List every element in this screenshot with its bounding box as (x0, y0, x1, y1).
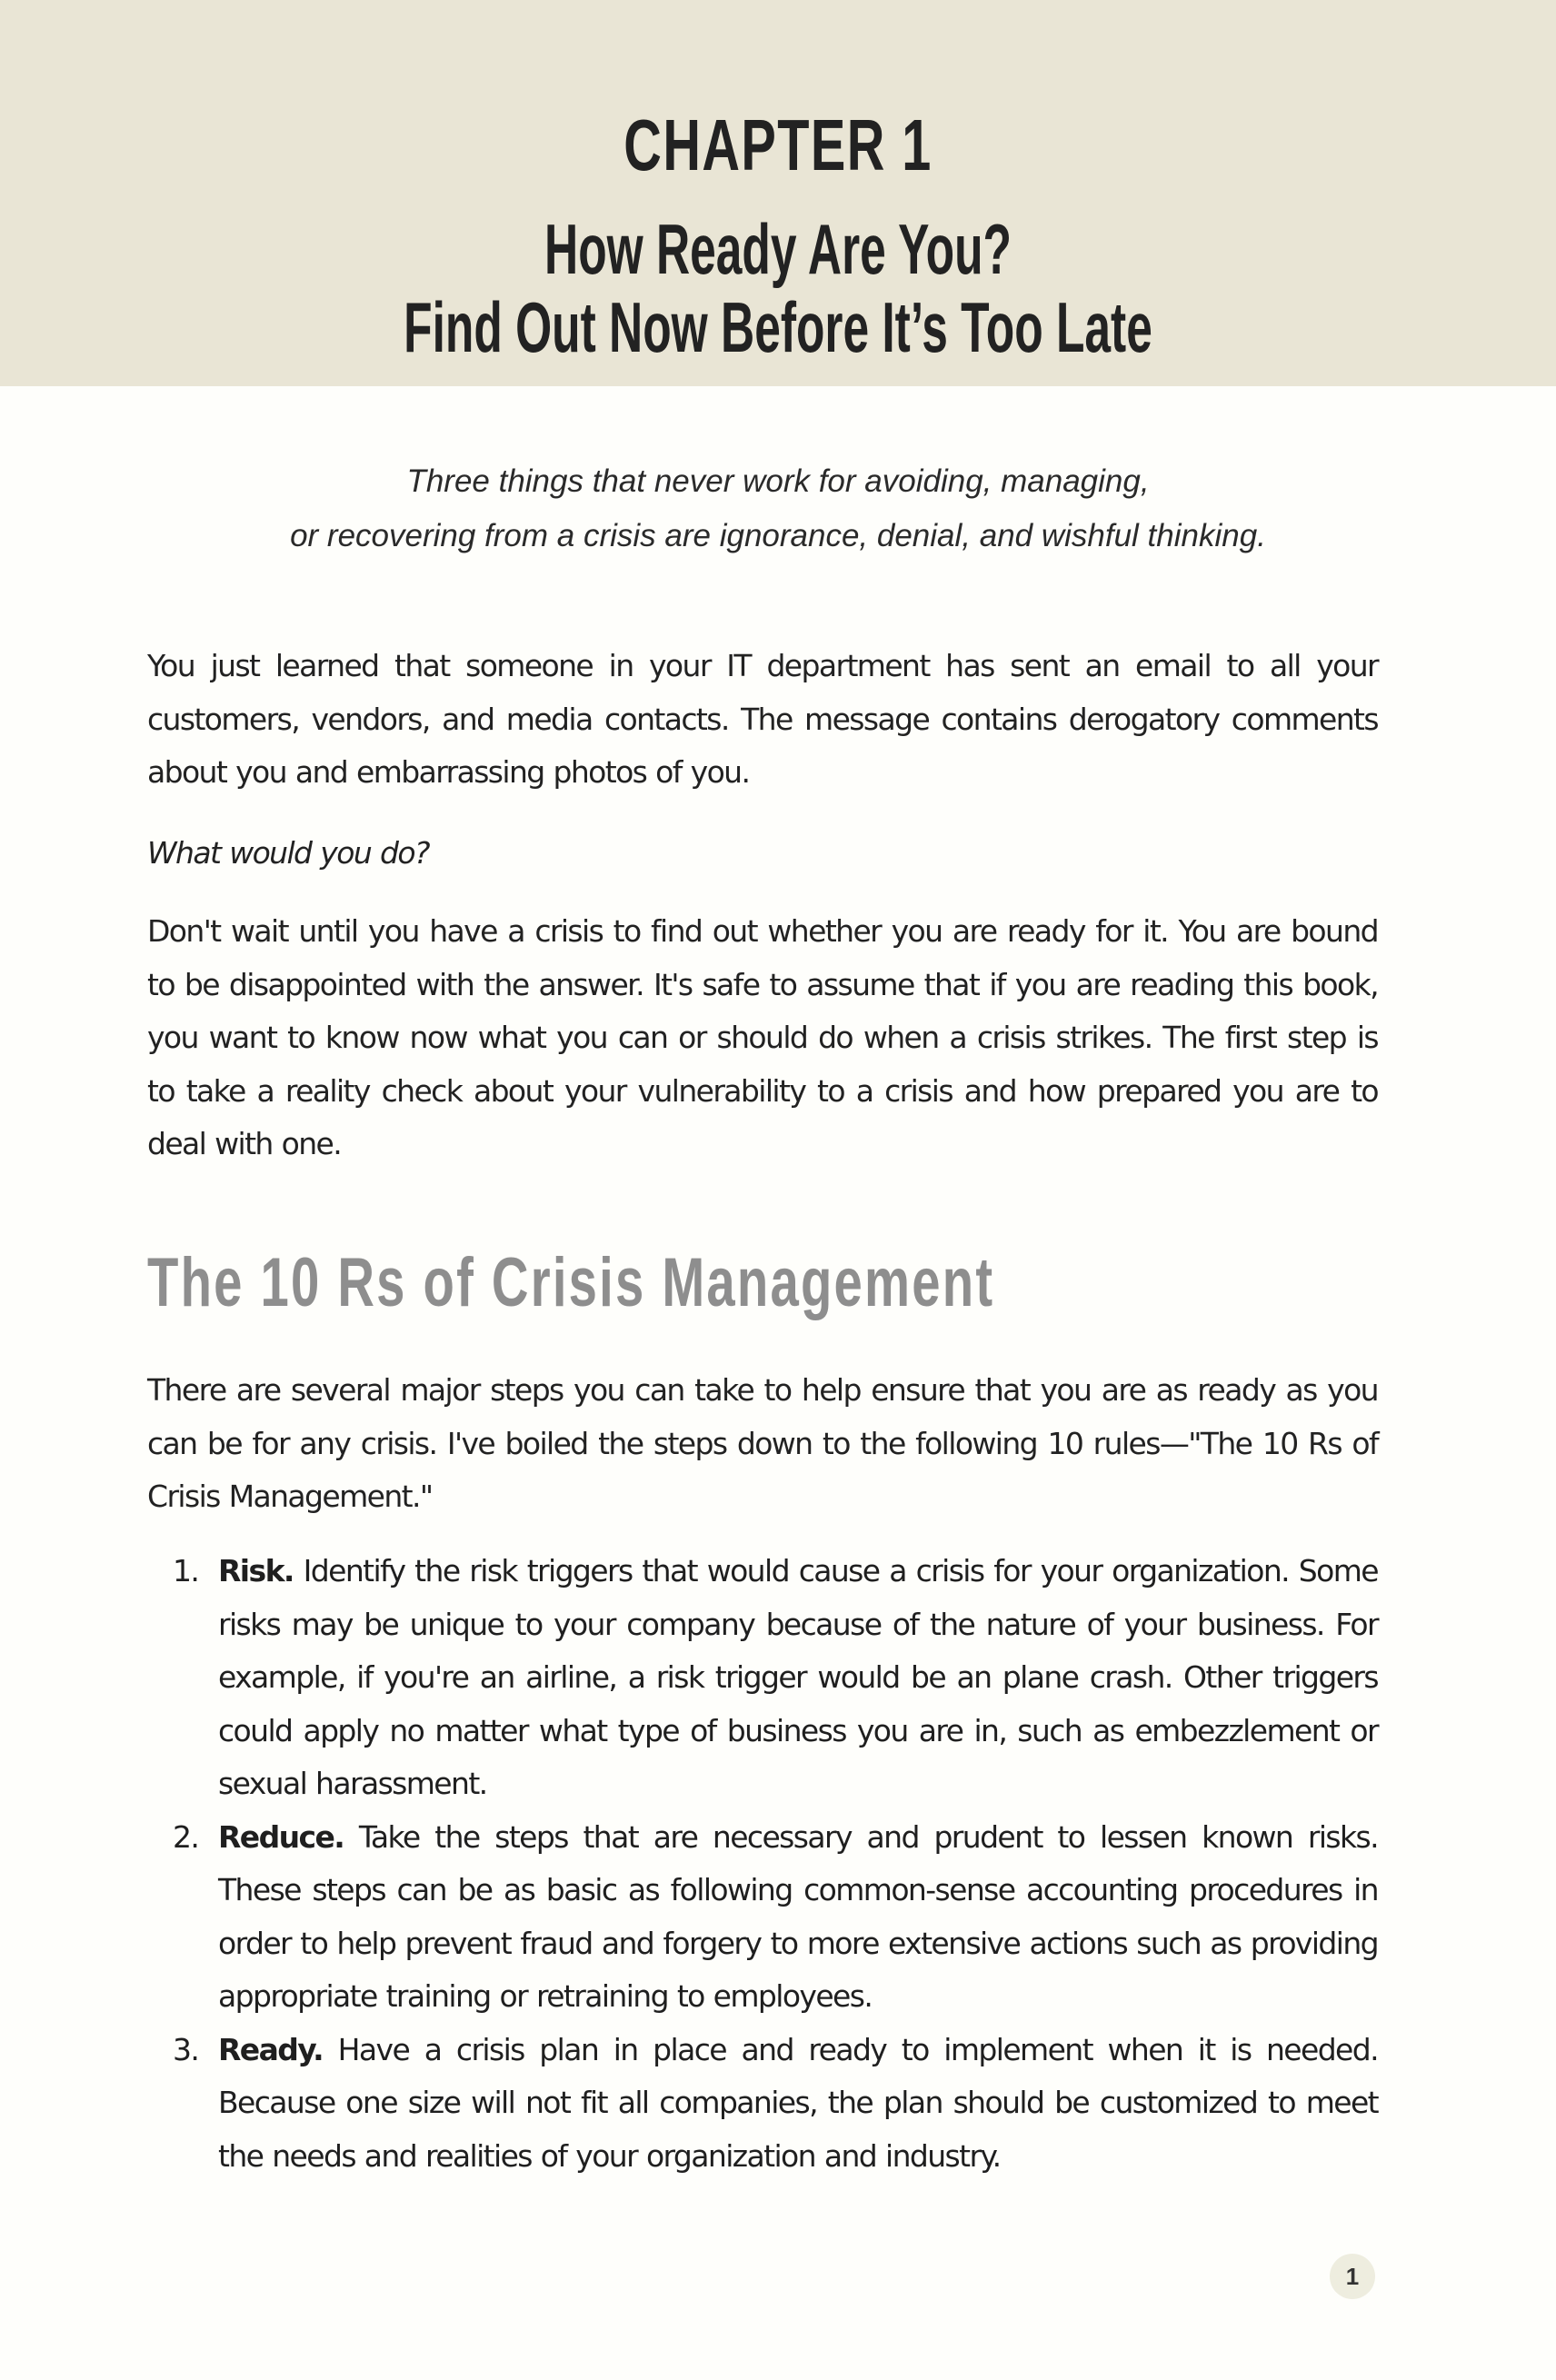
epigraph (0, 454, 1556, 563)
chapter-label: CHAPTER 1 (623, 105, 933, 185)
list-item-term: Risk. (218, 1553, 294, 1588)
epigraph-line-1: Three things that never work for avoiding, managing, (406, 463, 1150, 499)
page-number: 1 (1330, 2254, 1375, 2299)
list-item-text: Identify the risk triggers that would cause a crisis for your organization. Some risks may be unique to your company because of the nature of your business. For example, if you're an airline, a risk trigger would be an plane crash. Other triggers could apply no matter what type of business you are in, such as embezzlement or sexual harassment. (218, 1553, 1378, 1801)
reality-check-paragraph: Don't wait until you have a crisis to find out whether you are ready for it. You are bound to be disappointed with the answer. It's safe to assume that if you are reading this book, you want to know now what you can or should do when a crisis strikes. The first step is to take a reality check about your vulnerability to a crisis and how prepared you are to deal with one. (147, 913, 1378, 1161)
list-item-number: 3. (173, 2031, 199, 2067)
list-item-text: Take the steps that are necessary and prudent to lessen known risks. These steps can be as basic as following common-sense accounting procedures in order to help prevent fraud and forgery to more extensive actions such as providing appropriate training or retraining to employees. (218, 1818, 1378, 2014)
question-line: What would you do? (147, 835, 429, 871)
section-intro-paragraph: There are several major steps you can take to help ensure that you are as ready as you can be for any crisis. I've boiled the steps down to the following 10 rules—"The 10 Rs of Crisis Management." (147, 1372, 1378, 1514)
list-item-number: 1. (173, 1553, 199, 1588)
list-item-text: Have a crisis plan in place and ready to implement when it is needed. Because one size will not fit all companies, the plan should be customized to meet the needs and realities of your organization and industry. (218, 2031, 1378, 2174)
list-item (147, 2024, 1378, 2184)
list-item-number: 2. (173, 1818, 199, 1855)
list-item-body (218, 2024, 1378, 2184)
chapter-title-line-1: How Ready Are You? (544, 209, 1012, 289)
intro-paragraph: You just learned that someone in your IT department has sent an email to all your customers, vendors, and media contacts. The message contains derogatory comments about you and embarrassing photos of you. (147, 648, 1378, 790)
section-heading: The 10 Rs of Crisis Management (147, 1244, 995, 1321)
rules-list (147, 1545, 1378, 2183)
list-item-body (218, 1811, 1378, 2024)
list-item-term: Reduce. (218, 1818, 344, 1855)
epigraph-line-2: or recovering from a crisis are ignorance, denial, and wishful thinking. (290, 518, 1266, 553)
chapter-title-line-2: Find Out Now Before It’s Too Late (404, 287, 1152, 367)
list-item (147, 1811, 1378, 2024)
list-item-term: Ready. (218, 2031, 324, 2067)
list-item-body (218, 1545, 1378, 1811)
list-item (147, 1545, 1378, 1811)
